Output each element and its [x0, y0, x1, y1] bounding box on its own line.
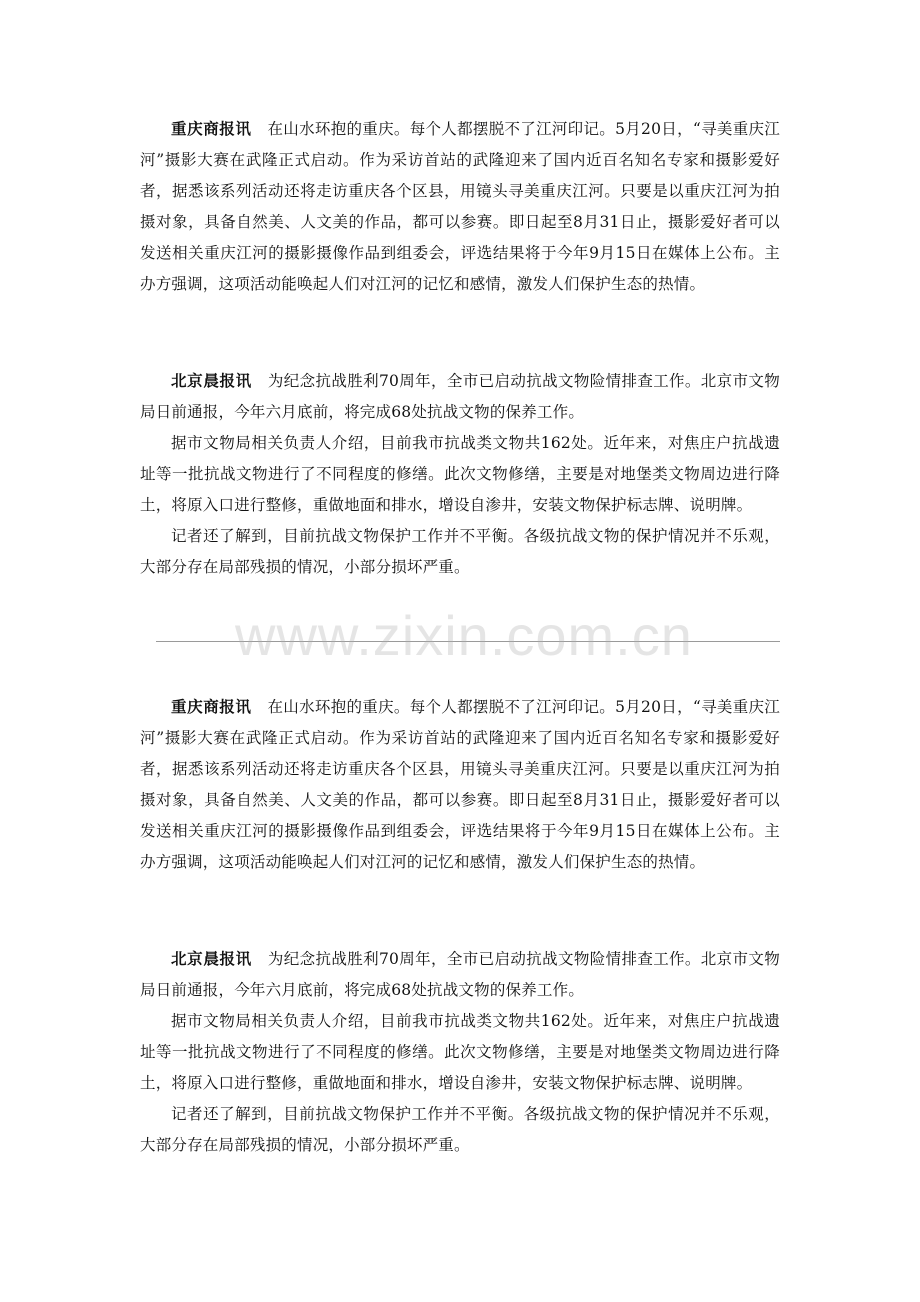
- article-body-text: 记者还了解到，目前抗战文物保护工作并不平衡。各级抗战文物的保护情况并不乐观，大部分存在局部残损的情况，小部分损坏严重。: [140, 1105, 780, 1154]
- article-paragraph: [140, 366, 780, 428]
- article-body-text: 据市文物局相关负责人介绍，目前我市抗战类文物共162处。近年来，对焦庄户抗战遗址等一批抗战文物进行了不同程度的修缮。此次文物修缮，主要是对地堡类文物周边进行降土，将原入口进行整修，重做地面和排水，增设自渗井，安装文物保护标志牌、说明牌。: [140, 434, 780, 514]
- article-body-text: 为纪念抗战胜利70周年，全市已启动抗战文物险情排查工作。北京市文物局日前通报，今年六月底前，将完成68处抗战文物的保养工作。: [140, 372, 780, 421]
- news-article-beijing: [140, 366, 780, 583]
- article-source-lead: 重庆商报讯: [171, 698, 252, 716]
- news-article-chongqing: [140, 114, 780, 300]
- article-body-text: 据市文物局相关负责人介绍，目前我市抗战类文物共162处。近年来，对焦庄户抗战遗址等一批抗战文物进行了不同程度的修缮。此次文物修缮，主要是对地堡类文物周边进行降土，将原入口进行整修，重做地面和排水，增设自渗井，安装文物保护标志牌、说明牌。: [140, 1012, 780, 1092]
- article-body-text: 记者还了解到，目前抗战文物保护工作并不平衡。各级抗战文物的保护情况并不乐观，大部分存在局部残损的情况，小部分损坏严重。: [140, 527, 780, 576]
- article-body-text: 在山水环抱的重庆。每个人都摆脱不了江河印记。5月20日，“寻美重庆江河”摄影大赛在武隆正式启动。作为采访首站的武隆迎来了国内近百名知名专家和摄影爱好者，据悉该系列活动还将走访重庆各个区县，用镜头寻美重庆江河。只要是以重庆江河为拍摄对象，具备自然美、人文美的作品，都可以参赛。即日起至8月31日止，摄影爱好者可以发送相关重庆江河的摄影摄像作品到组委会，评选结果将于今年9月15日在媒体上公布。主办方强调，这项活动能唤起人们对江河的记忆和感情，激发人们保护生态的热情。: [140, 120, 780, 293]
- article-paragraph: [140, 1006, 780, 1099]
- section-divider: [156, 641, 780, 642]
- article-paragraph: [140, 428, 780, 521]
- article-paragraph: [140, 944, 780, 1006]
- document-page: [140, 0, 780, 1302]
- news-article-beijing: [140, 944, 780, 1161]
- article-source-lead: 北京晨报讯: [171, 950, 252, 968]
- article-paragraph: [140, 114, 780, 300]
- article-source-lead: 重庆商报讯: [171, 120, 252, 138]
- article-paragraph: [140, 1099, 780, 1161]
- article-paragraph: [140, 521, 780, 583]
- article-source-lead: 北京晨报讯: [171, 372, 252, 390]
- news-article-chongqing: [140, 692, 780, 878]
- article-paragraph: [140, 692, 780, 878]
- article-body-text: 在山水环抱的重庆。每个人都摆脱不了江河印记。5月20日，“寻美重庆江河”摄影大赛在武隆正式启动。作为采访首站的武隆迎来了国内近百名知名专家和摄影爱好者，据悉该系列活动还将走访重庆各个区县，用镜头寻美重庆江河。只要是以重庆江河为拍摄对象，具备自然美、人文美的作品，都可以参赛。即日起至8月31日止，摄影爱好者可以发送相关重庆江河的摄影摄像作品到组委会，评选结果将于今年9月15日在媒体上公布。主办方强调，这项活动能唤起人们对江河的记忆和感情，激发人们保护生态的热情。: [140, 698, 780, 871]
- site-watermark: www.zixin.com.cn: [235, 604, 693, 667]
- article-body-text: 为纪念抗战胜利70周年，全市已启动抗战文物险情排查工作。北京市文物局日前通报，今年六月底前，将完成68处抗战文物的保养工作。: [140, 950, 780, 999]
